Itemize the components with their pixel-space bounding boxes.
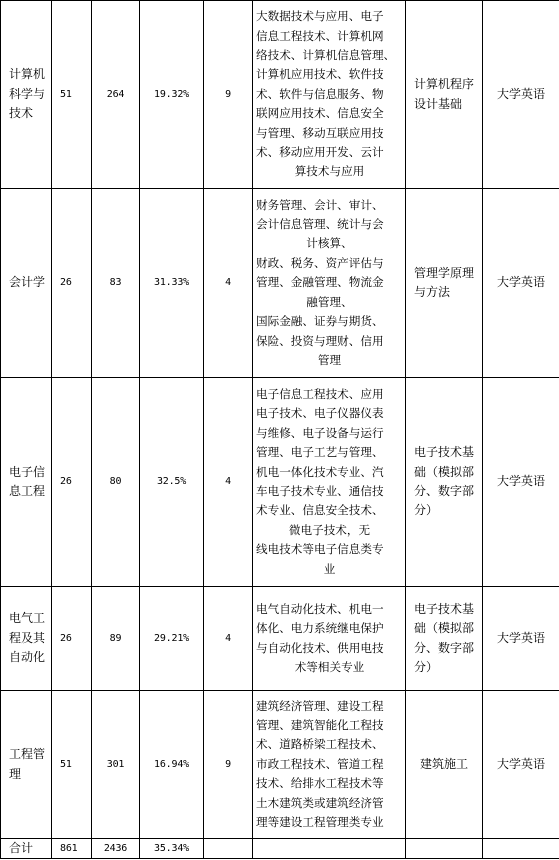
applicants-cell: 83 <box>92 189 140 378</box>
num-cell: 4 <box>204 189 253 378</box>
specialty-line: 业 <box>323 561 336 576</box>
empty-cell <box>204 839 253 859</box>
rate-cell: 32.5% <box>140 378 204 587</box>
plan-cell: 51 <box>52 691 92 839</box>
major-cell <box>1 378 52 587</box>
specialty-line: 机电一体化技术专业、汽 <box>256 464 384 479</box>
plan-cell: 51 <box>52 1 92 189</box>
specialty-line: 术、道路桥梁工程技术、 <box>256 737 384 752</box>
empty-cell <box>406 839 483 859</box>
english-cell: 大学英语 <box>483 691 559 839</box>
specialty-line: 体化、电力系统继电保护 <box>256 621 384 636</box>
table-row <box>1 378 559 587</box>
specialty-line: 建筑经济管理、建设工程 <box>256 698 384 713</box>
applicants-cell: 301 <box>92 691 140 839</box>
table-row <box>1 1 559 189</box>
english-cell: 大学英语 <box>483 378 559 587</box>
specialty-line: 技术、给排水工程技术等 <box>256 776 384 791</box>
applicants-cell: 89 <box>92 587 140 691</box>
english-cell: 大学英语 <box>483 587 559 691</box>
total-applicants: 2436 <box>92 839 140 859</box>
specialty-line: 术等相关专业 <box>294 659 365 674</box>
num-cell: 9 <box>204 1 253 189</box>
specialty-line: 计核算、 <box>306 236 353 251</box>
empty-cell <box>253 839 406 859</box>
specialty-cell <box>253 587 406 691</box>
applicants-cell: 264 <box>92 1 140 189</box>
specialty-line: 会计信息管理、统计与会 <box>256 217 384 232</box>
specialty-line: 土木建筑类或建筑经济管 <box>256 795 384 810</box>
specialty-line: 术、软件与信息服务、物 <box>256 86 384 101</box>
plan-cell: 26 <box>52 587 92 691</box>
specialty-cell <box>253 378 406 587</box>
specialty-line: 计算机应用技术、软件技 <box>256 67 384 82</box>
specialty-line: 电子信息工程技术、应用 <box>256 386 384 401</box>
specialty-line: 管理 <box>317 352 342 367</box>
total-rate: 35.34% <box>140 839 204 859</box>
course-cell: 管理学原理与方法 <box>406 189 483 378</box>
course-cell: 电子技术基础（模拟部分、数字部分） <box>406 587 483 691</box>
major-name: 会计学 <box>9 275 46 290</box>
specialty-line: 络技术、计算机信息管理、 <box>256 47 396 62</box>
rate-cell: 31.33% <box>140 189 204 378</box>
rate-cell: 19.32% <box>140 1 204 189</box>
course-cell: 电子技术基础（模拟部分、数字部分） <box>406 378 483 587</box>
specialty-cell <box>253 1 406 189</box>
rate-cell: 29.21% <box>140 587 204 691</box>
specialty-line: 管理、电子工艺与管理、 <box>256 445 384 460</box>
specialty-line: 大数据技术与应用、电子 <box>256 9 384 24</box>
specialty-line: 算技术与应用 <box>294 164 365 179</box>
total-plan: 861 <box>52 839 92 859</box>
english-cell: 大学英语 <box>483 1 559 189</box>
specialty-line: 与维修、电子设备与运行 <box>256 425 384 440</box>
total-row <box>1 839 559 859</box>
specialty-line: 联网应用技术、信息安全 <box>256 106 384 121</box>
num-cell: 4 <box>204 378 253 587</box>
num-cell: 9 <box>204 691 253 839</box>
specialty-line: 线电技术等电子信息类专 <box>256 542 384 557</box>
specialty-line: 理等建设工程管理类专业 <box>256 815 384 830</box>
major-cell <box>1 587 52 691</box>
specialty-line: 融管理、 <box>306 294 353 309</box>
rate-cell: 16.94% <box>140 691 204 839</box>
specialty-line: 与自动化技术、供用电技 <box>256 640 384 655</box>
english-cell: 大学英语 <box>483 189 559 378</box>
specialty-cell <box>253 691 406 839</box>
major-name: 电子信息工程 <box>9 464 46 498</box>
course-cell: 计算机程序设计基础 <box>406 1 483 189</box>
specialty-cell <box>253 189 406 378</box>
specialty-line: 管理、金融管理、物流金 <box>256 275 384 290</box>
plan-cell: 26 <box>52 189 92 378</box>
major-name: 电气工程及其自动化 <box>9 611 46 665</box>
specialty-line: 国际金融、证券与期货、 <box>256 314 384 329</box>
total-label: 合计 <box>1 839 52 859</box>
empty-cell <box>483 839 559 859</box>
course-cell: 建筑施工 <box>406 691 483 839</box>
plan-cell: 26 <box>52 378 92 587</box>
major-name: 工程管理 <box>9 747 46 781</box>
specialty-line: 术专业、信息安全技术、 <box>256 503 384 518</box>
applicants-cell: 80 <box>92 378 140 587</box>
major-cell <box>1 189 52 378</box>
major-cell <box>1 1 52 189</box>
specialty-line: 管理、建筑智能化工程技 <box>256 717 384 732</box>
table-row <box>1 691 559 839</box>
specialty-line: 财政、税务、资产评估与 <box>256 255 384 270</box>
specialty-line: 市政工程技术、管道工程 <box>256 756 384 771</box>
specialty-line: 术、移动应用开发、云计 <box>256 145 384 160</box>
specialty-line: 信息工程技术、计算机网 <box>256 28 384 43</box>
table-row <box>1 587 559 691</box>
num-cell: 4 <box>204 587 253 691</box>
specialty-line: 车电子技术专业、通信技 <box>256 484 384 498</box>
specialty-line: 财务管理、会计、审计、 <box>256 197 384 212</box>
specialty-line: 电气自动化技术、机电一 <box>256 601 384 616</box>
table-row <box>1 189 559 378</box>
specialty-line: 保险、投资与理财、信用 <box>256 333 384 348</box>
major-name: 计算机科学与技术 <box>9 67 46 121</box>
specialty-line: 与管理、移动互联应用技 <box>256 125 384 140</box>
specialty-line: 微电子技术，无 <box>288 522 371 537</box>
specialty-line: 电子技术、电子仪器仪表 <box>256 406 384 421</box>
major-cell <box>1 691 52 839</box>
